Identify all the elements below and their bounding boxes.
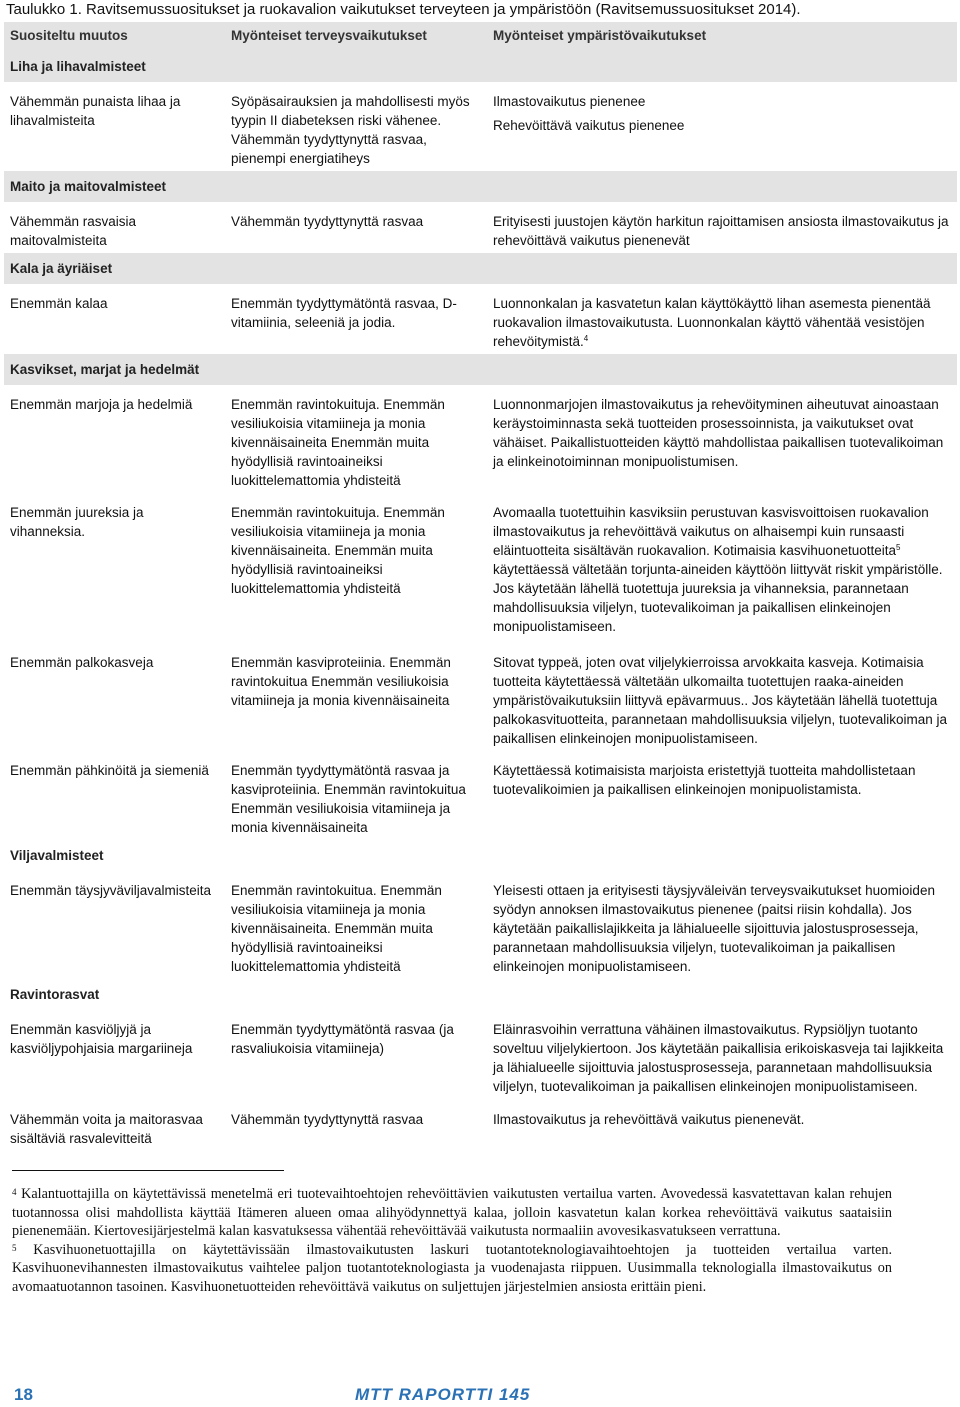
change-cell: Enemmän marjoja ja hedelmiä: [4, 385, 225, 493]
footnote-text: Kasvihuonetuottajilla on käytettävissään ilmastovaikutusten laskuri tuotantoteknologiavaihtoehtojen ja tuotteiden vertailua varten. Kasvihuonevihannesten ilmastovaikutus vaihtelee paljon tuotantoteknologiasta ja vuodenajasta riippuen. Uusimmalla teknologialla ilmastovaikutus on avomaatuotannon tasoinen. Kasvihuonetuotteiden rehevöittävä vaikutus on suljettujen järjestelmien ansiosta erittäin pieni.: [12, 1241, 892, 1295]
env-text: Luonnonkalan ja kasvatetun kalan käyttökäyttö lihan asemesta pienentää ruokavalion ilmastovaikutusta. Luonnonkalan käyttö vähentää vesistöjen rehevöitymistä.: [493, 296, 931, 349]
table-row: [4, 1010, 957, 1100]
change-cell: Enemmän kasviöljyjä ja kasviöljypohjaisia margariineja: [4, 1010, 225, 1100]
env-cell: Yleisesti ottaen ja erityisesti täysjyväleivän terveysvaikutukset huomioiden syödyn annoksen ilmastovaikutus pienenee (paitsi riisin kohdalla). Jos käytetään paikallislajikkeita ja lähialueelle sijoittuvia jalostusprosesseja, parannetaan mahdollisuuksia viljelyn, tuotevalikoiman ja paikallisen elinkeinojen monipuolistamiseen.: [487, 871, 957, 979]
header-change: Suositeltu muutos: [4, 22, 225, 51]
section-title: Ravintorasvat: [4, 979, 957, 1010]
header-environment: Myönteiset ympäristövaikutukset: [487, 22, 957, 51]
env-cell: [487, 493, 957, 643]
change-cell: Enemmän pähkinöitä ja siemeniä: [4, 751, 225, 840]
table-row: [4, 1100, 957, 1151]
health-cell: Enemmän tyydyttymätöntä rasvaa (ja rasvaliukoisia vitamiineja): [225, 1010, 487, 1100]
table-row: [4, 202, 957, 253]
env-cell: Eläinrasvoihin verrattuna vähäinen ilmastovaikutus. Rypsiöljyn tuotanto soveltuu viljelykiertoon. Jos käytetään paikallisia erikoiskasveja tai lajikkeita ja lähialueelle sijoittuvia jalostusprosesseja, parannetaan mahdollisuuksia viljelyn, tuotevalikoiman ja paikallisen elinkeinojen monipuolistamiseen.: [487, 1010, 957, 1100]
page-number: 18: [14, 1385, 33, 1404]
table-header-row: [4, 22, 957, 51]
health-cell: Vähemmän tyydyttynyttä rasvaa: [225, 1100, 487, 1151]
header-health: Myönteiset terveysvaikutukset: [225, 22, 487, 51]
table-row: [4, 82, 957, 171]
health-cell: Enemmän ravintokuitua. Enemmän vesiliukoisia vitamiineja ja monia kivennäisaineita. Enemmän muita hyödyllisiä ravintoaineiksi luokittelemattomia yhdisteitä: [225, 871, 487, 979]
env-text-cont: käytettäessä vältetään torjunta-aineiden käyttöön liittyvät riskit ympäristölle. Jos käytetään lähellä tuotettuja juureksia ja vihanneksia, parannetaan mahdollisuuksia viljelyn, tuotevalikoiman ja paikallisen elinkeinojen monipuolistamiseen.: [493, 562, 943, 634]
env-cell: Erityisesti juustojen käytön harkitun rajoittamisen ansiosta ilmastovaikutus ja rehevöittävä vaikutus pienenevät: [487, 202, 957, 253]
env-cell: Luonnonmarjojen ilmastovaikutus ja rehevöityminen aiheutuvat ainoastaan keräystoiminnasta sekä tuotteiden prosessoinnista, ja vaikutukset ovat vähäiset. Paikallistuotteiden käyttö mahdollistaa paikallisen tuotevalikoiman ja elinkeinotoiminnan monipuolistumisen.: [487, 385, 957, 493]
table-row: [4, 751, 957, 840]
section-header: [4, 979, 957, 1010]
section-header: [4, 171, 957, 202]
footnote-text: Kalantuottajilla on käytettävissä menetelmä eri tuotevaihtoehtojen rehevöittävien vaikutusten vertailua varten. Avovedessä kasvatettavan kalan rehujen tuotannossa olisi mahdollista käyttää Itämeren alueen omaa alihyödynnettyä kalaa, jolloin kasvatetun kalan korkea rehevöittävä vaikutus saataisiin pienenemään. Kiertovesijärjestelmä kalan kasvatuksessa vähentää rehevöittävää vaikutusta normaaliin avovesikasvatukseen verrattuna.: [12, 1186, 893, 1239]
env-cell: [487, 82, 957, 171]
env-text: Ilmastovaikutus pienenee: [493, 94, 646, 109]
recommendations-table: [4, 22, 957, 1151]
env-cell: Käytettäessä kotimaisista marjoista eristettyjä tuotteita mahdollistetaan tuotevalikoimien ja paikallisen elinkeinojen monipuolistamista.: [487, 751, 957, 840]
change-cell: Enemmän juureksia ja vihanneksia.: [4, 493, 225, 643]
footnote-ref: 4: [583, 334, 589, 343]
table-row: [4, 284, 957, 354]
health-cell: Enemmän kasviproteiinia. Enemmän ravintokuitua Enemmän vesiliukoisia vitamiineja ja monia kivennäisaineita: [225, 643, 487, 751]
change-cell: Enemmän palkokasveja: [4, 643, 225, 751]
env-cell: Ilmastovaikutus ja rehevöittävä vaikutus pienenevät.: [487, 1100, 957, 1151]
section-title: Viljavalmisteet: [4, 840, 957, 871]
health-cell: Enemmän ravintokuituja. Enemmän vesiliukoisia vitamiineja ja monia kivennäisaineita. Enemmän muita hyödyllisiä ravintoaineiksi luokittelemattomia yhdisteitä: [225, 493, 487, 643]
footnote-number: 5: [12, 1242, 17, 1253]
change-cell: Vähemmän rasvaisia maitovalmisteita: [4, 202, 225, 253]
env-cell: Sitovat typpeä, joten ovat viljelykierroissa arvokkaita kasveja. Kotimaisia tuotteita käytettäessä vältetään ulkomailta tuotettujen raaka-aineiden ympäristövaikutuksiin liittyvä epävarmuus.. Jos käytetään lähellä tuotettuja palkokasvituotteita, parannetaan mahdollisuuksia viljelyn, tuotevalikoiman ja paikallisen elinkeinojen monipuolistamiseen.: [487, 643, 957, 751]
table-row: [4, 493, 957, 643]
footnote-number: 4: [12, 1187, 17, 1197]
health-cell: Syöpäsairauksien ja mahdollisesti myös tyypin II diabeteksen riski vähenee. Vähemmän tyydyttynyttä rasvaa, pienempi energiatiheys: [225, 82, 487, 171]
health-cell: Enemmän tyydyttymätöntä rasvaa ja kasviproteiinia. Enemmän ravintokuitua Enemmän vesiliukoisia vitamiineja ja monia kivennäisaineita: [225, 751, 487, 840]
section-title: Maito ja maitovalmisteet: [4, 171, 957, 202]
footnote: [12, 1241, 892, 1297]
change-cell: Enemmän täysjyväviljavalmisteita: [4, 871, 225, 979]
health-cell: Vähemmän tyydyttynyttä rasvaa: [225, 202, 487, 253]
section-header: [4, 354, 957, 385]
health-cell: Enemmän ravintokuituja. Enemmän vesiliukoisia vitamiineja ja monia kivennäisaineita Enemmän muita hyödyllisiä ravintoaineiksi luokittelemattomia yhdisteitä: [225, 385, 487, 493]
section-title: Kasvikset, marjat ja hedelmät: [4, 354, 957, 385]
health-cell: Enemmän tyydyttymätöntä rasvaa, D-vitamiinia, seleeniä ja jodia.: [225, 284, 487, 354]
env-cell: [487, 284, 957, 354]
change-cell: Enemmän kalaa: [4, 284, 225, 354]
footnote: [12, 1185, 892, 1241]
section-header: [4, 253, 957, 284]
env-text: Avomaalla tuotettuihin kasviksiin perustuvan kasvisvoittoisen ruokavalion ilmastovaikutus ja rehevöittävä vaikutus on alhaisempi kuin runsaasti eläintuotteita sisältävän ruokavalion. Kotimaisia kasvihuonetuotteita: [493, 505, 929, 558]
footnote-divider: [12, 1170, 284, 1171]
table-row: [4, 871, 957, 979]
footnotes: [12, 1185, 892, 1296]
change-cell: Vähemmän punaista lihaa ja lihavalmisteita: [4, 82, 225, 171]
section-header: [4, 51, 957, 82]
section-header: [4, 840, 957, 871]
table-row: [4, 385, 957, 493]
env-text-2: Rehevöittävä vaikutus pienenee: [493, 118, 685, 133]
publication-name: MTT RAPORTTI 145: [355, 1385, 531, 1404]
table-caption: Taulukko 1. Ravitsemussuositukset ja ruokavalion vaikutukset terveyteen ja ympäristöön (Ravitsemussuositukset 2014).: [6, 1, 801, 18]
footnote-ref: 5: [896, 543, 901, 552]
table-row: [4, 643, 957, 751]
section-title: Liha ja lihavalmisteet: [4, 51, 957, 82]
change-cell: Vähemmän voita ja maitorasvaa sisältäviä rasvalevitteitä: [4, 1100, 225, 1151]
section-title: Kala ja äyriäiset: [4, 253, 957, 284]
